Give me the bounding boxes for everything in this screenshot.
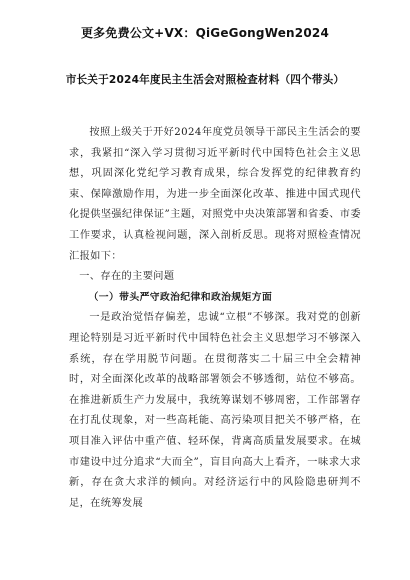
section-heading: 一、存在的主要问题 — [79, 271, 175, 283]
body-paragraph: 一是政治觉悟存偏差，忠诚“立根”不够深。我对党的创新理论特别是习近平新时代中国特色社会主义思想学习不够深入系统，存在学用脱节问题。在贯彻落实二十届三中全会精神时，对全面深化改革的战略部署领会不够透彻，站位不够高。在推进新质生产力发展中，我统筹谋划不够周密，工作部署存在打乱仗现象，对一些高耗能、高污染项目把关不够严格，在项目准入评估中重产值、轻环保，背离高质量发展要求。在城市建设中过分追求“大而全”，盲目向高大上看齐，一味求大求新，存在贪大求洋的倾向。对经济运行中的风险隐患研判不足，在统筹发展 — [69, 312, 361, 509]
intro-paragraph: 按照上级关于开好2024年度党员领导干部民主生活会的要求，我紧扣“深入学习贯彻习近平新时代中国特色社会主义思想，巩固深化党纪学习教育成果，综合发挥党的纪律教育约束、保障激励作用，为进一步全面深化改革、推进中国式现代化提供坚强纪律保证”主题，对照党中央决策部署和省委、市委工作要求，认真检视问题，深入剖析反思。现将对照检查情况汇报如下： — [69, 127, 361, 262]
document-title: 市长关于2024年度民主生活会对照检查材料（四个带头） — [65, 74, 345, 86]
document-body — [69, 123, 361, 514]
subsection-heading: （一）带头严守政治纪律和政治规矩方面 — [88, 291, 273, 303]
watermark-header: 更多免费公文+VX：QiGeGongWen2024 — [80, 26, 329, 40]
